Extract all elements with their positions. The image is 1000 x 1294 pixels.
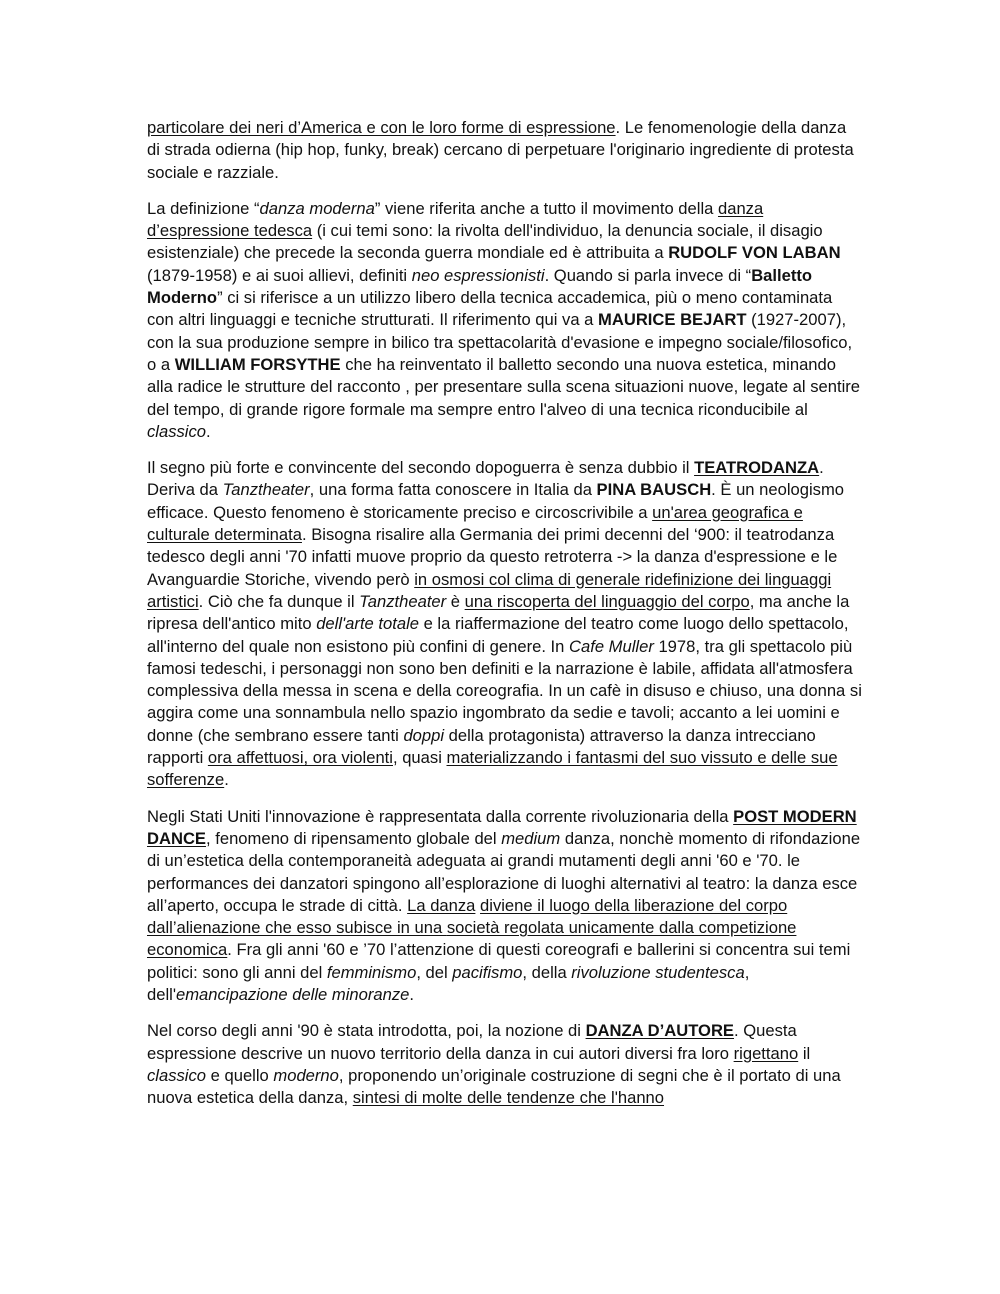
- text-run: , ma anche la ripresa dell'antico mito: [147, 591, 850, 634]
- text-run: . Questa espressione descrive un nuovo territorio della danza in cui autori diversi fra loro: [147, 1021, 797, 1063]
- text-run: in osmosi col clima di generale ridefinizione dei linguaggi artistici: [147, 569, 832, 611]
- text-run: . Deriva da: [147, 458, 824, 500]
- text-run: DANZA D’AUTORE: [585, 1021, 734, 1041]
- text-run: Balletto Moderno: [147, 265, 813, 308]
- text-run: , una forma fatta conoscere in Italia da: [309, 480, 597, 500]
- text-run: Tanztheater: [222, 480, 310, 500]
- text-run: dell'arte totale: [316, 614, 419, 634]
- paragraph-teatrodanza: [147, 457, 863, 791]
- text-run: Tanztheater: [359, 591, 447, 611]
- text-run: ” viene riferita anche a tutto il movimento della: [374, 198, 718, 218]
- text-run: . Bisogna risalire alla Germania dei primi decenni del ‘900: il teatrodanza tedesco degli anni '70 infatti muove proprio da questo retroterra -> la danza d'espressione e le Avanguardie Storiche, vivendo però: [147, 525, 838, 589]
- text-run: , dell': [147, 962, 750, 1004]
- text-run: , fenomeno di ripensamento globale del: [206, 828, 502, 848]
- text-run: La danza: [407, 895, 476, 915]
- text-run: medium: [501, 828, 561, 848]
- text-run: danza, nonchè momento di rifondazione di un’estetica della contemporaneità adeguata ai grandi mutamenti degli anni '60 e '70. le performances dei danzatori spingono all’esplorazione di luoghi alternativi al teatro: la danza esce all’aperto, occupa le strade di città.: [147, 828, 861, 915]
- text-run: un'area geografica e culturale determinata: [147, 502, 803, 545]
- text-run: doppi: [403, 725, 445, 745]
- text-run: materializzando i fantasmi del suo vissuto e delle sue sofferenze: [147, 748, 838, 790]
- text-run: e la riaffermazione del teatro come luogo dello spettacolo, all'interno del quale non esistono più confini di genere. In: [147, 614, 849, 656]
- text-run: classico: [147, 421, 207, 441]
- text-run: pacifismo: [452, 962, 523, 982]
- text-run: diviene il luogo della liberazione del corpo dall’alienazione che esso subisce in una: [147, 895, 788, 938]
- text-run: e quello: [206, 1065, 274, 1085]
- text-run: femminismo: [326, 962, 417, 982]
- text-run: La definizione “: [147, 198, 260, 218]
- text-run: il: [798, 1043, 811, 1063]
- text-run: danza d’espressione tedesca: [147, 198, 764, 241]
- text-run: è: [446, 591, 465, 611]
- text-run: neo espressionisti: [411, 265, 545, 285]
- text-run: rigettano: [733, 1043, 799, 1063]
- text-run: particolare dei neri d’America e con le loro forme di espressione: [147, 118, 616, 137]
- text-run: .: [224, 770, 229, 790]
- text-run: rivoluzione studentesca: [571, 962, 745, 982]
- text-run: emancipazione delle minoranze: [176, 984, 410, 1004]
- text-run: (1879-1958) e ai suoi allievi, definiti: [147, 265, 412, 285]
- text-run: . È un neologismo efficace. Questo fenomeno è storicamente preciso e circoscrivibile a: [147, 480, 845, 522]
- text-run: RUDOLF VON LABAN: [668, 243, 841, 263]
- text-run: (1927-2007), con la sua produzione sempre in bilico tra spettacolarità d'evasione e impegno sociale/filosofico, o a: [147, 310, 853, 374]
- text-run: 1978, tra gli spettacolo più famosi tedeschi, i personaggi non sono ben definiti e la narrazione è labile, affidata all'atmosfera complessiva della messa in scena e della coreografia. In un cafè in disuso e chiuso, una donna si aggira come una sonnambula nello spazio ingombrato da sedie e tavoli; accanto a lei uomini e donne (che sembrano essere tanti: [147, 636, 862, 745]
- text-run: , della: [522, 962, 572, 982]
- text-run: POST MODERN DANCE: [147, 806, 857, 848]
- text-run: , quasi: [392, 748, 447, 768]
- paragraph-post-modern-dance: [147, 806, 863, 1007]
- text-run: moderno: [273, 1065, 339, 1085]
- text-run: che ha reinventato il balletto secondo una nuova estetica, minando alla radice le strutture del racconto , per presentare sulla scena situazioni nuove, legate al sentire del tempo, di grande rigore formale ma sempre entro l'alveo di una tecnica riconducibile al: [147, 354, 861, 419]
- text-run: (i cui temi sono: la rivolta dell'individuo, la denuncia sociale, il disagio esistenziale) che precede la seconda guerra mondiale ed è attribuita a: [147, 221, 823, 263]
- text-run: TEATRODANZA: [694, 458, 820, 478]
- text-run: ora affettuosi, ora violenti: [207, 748, 393, 768]
- text-run: sintesi di molte delle tendenze che l'hanno: [352, 1088, 665, 1108]
- text-run: MAURICE BEJART: [598, 310, 747, 330]
- paragraph-street-dance: [147, 117, 863, 184]
- text-run: . Ciò che fa dunque il: [198, 591, 360, 611]
- text-run: PINA BAUSCH: [596, 480, 712, 500]
- text-run: WILLIAM FORSYTHE: [174, 354, 341, 374]
- text-run: . Fra gli anni '60 e ’70 l’attenzione di questi coreografi e ballerini si concentra sui temi politici: sono gli anni del: [147, 940, 851, 982]
- text-run: . Le fenomenologie della danza di strada odierna (hip hop, funky, break) cercano di perpetuare l'originario ingrediente di protesta sociale e razziale.: [147, 118, 854, 182]
- paragraph-danza-moderna: [147, 198, 863, 443]
- document-page: [147, 117, 863, 1123]
- text-run: Il segno più forte e convincente del secondo dopoguerra è senza dubbio il: [147, 458, 695, 478]
- text-run: classico: [147, 1065, 207, 1085]
- paragraph-danza-d-autore: [147, 1020, 863, 1109]
- text-run: .: [206, 421, 211, 441]
- text-run: Negli Stati Uniti l'innovazione è rappresentata dalla corrente rivoluzionaria della: [147, 806, 734, 826]
- text-run: della protagonista) attraverso la danza intrecciano rapporti: [147, 725, 816, 768]
- text-run: . Quando si parla invece di “: [544, 265, 752, 285]
- text-run: .: [409, 984, 414, 1004]
- text-run: , proponendo un’originale costruzione di segni che è il portato di una nuova estetica della danza,: [147, 1065, 841, 1108]
- text-run: una riscoperta del linguaggio del corpo: [464, 591, 750, 611]
- text-run: Cafe Muller: [569, 636, 654, 656]
- text-run: danza moderna: [259, 198, 375, 218]
- text-run: , del: [416, 962, 453, 982]
- text-run: ” ci si riferisce a un utilizzo libero della tecnica accademica, più o meno contaminata con altri linguaggi e tecniche strutturati. Il riferimento qui va a: [147, 288, 833, 330]
- text-run: Nel corso degli anni '90 è stata introdotta, poi, la nozione di: [147, 1021, 586, 1041]
- text-run: società regolata unicamente dalla competizione economica: [147, 918, 797, 960]
